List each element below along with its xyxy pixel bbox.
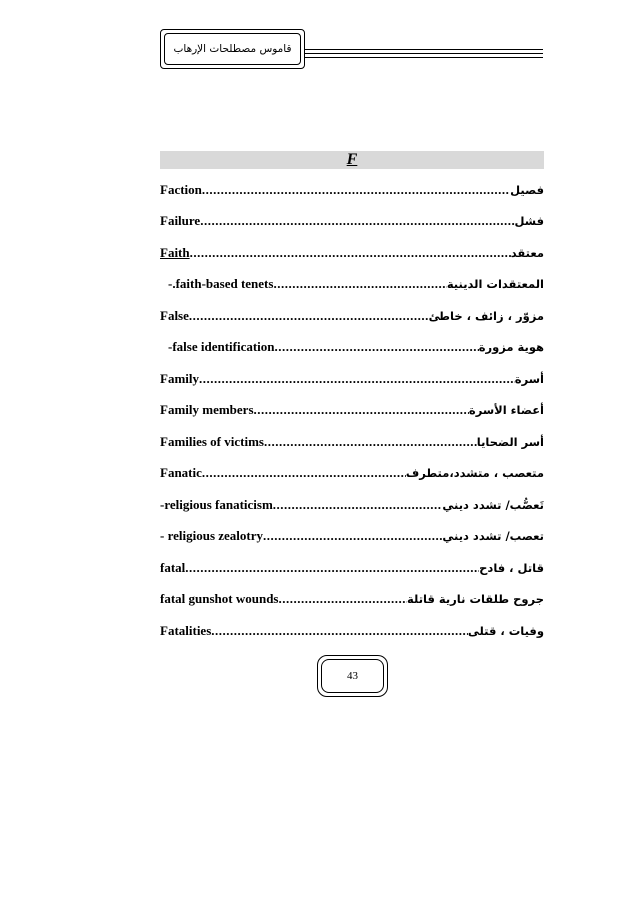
entry-term-en: -.faith-based tenets bbox=[168, 276, 274, 292]
entry-leader-dots bbox=[211, 623, 468, 639]
entry-leader-dots bbox=[263, 528, 442, 544]
entry-term-en: fatal gunshot wounds bbox=[160, 591, 279, 607]
page-number-box bbox=[317, 655, 388, 697]
entry-term-ar: جروح طلقات نارية قاتلة bbox=[407, 592, 544, 607]
header-rule bbox=[305, 49, 543, 50]
entry-leader-dots bbox=[264, 434, 477, 450]
header-rule bbox=[305, 53, 543, 54]
entry-leader-dots bbox=[189, 308, 429, 324]
glossary-entry bbox=[160, 521, 544, 553]
entry-term-ar: هوية مزورة bbox=[478, 340, 544, 355]
entry-leader-dots bbox=[200, 213, 514, 229]
entry-term-en: -false identification bbox=[168, 339, 275, 355]
entry-leader-dots bbox=[275, 339, 479, 355]
entry-leader-dots bbox=[279, 591, 408, 607]
entry-term-en: Faith bbox=[160, 244, 190, 260]
glossary-entry bbox=[160, 269, 544, 301]
entry-term-ar: فصيل bbox=[510, 182, 544, 197]
glossary-entry bbox=[160, 489, 544, 521]
entry-term-ar: مزوّر ، زائف ، خاطئ bbox=[428, 308, 544, 323]
glossary-entry bbox=[160, 552, 544, 584]
entry-leader-dots bbox=[185, 560, 479, 576]
glossary-entry bbox=[160, 300, 544, 332]
entry-term-ar: أعضاء الأسرة bbox=[468, 403, 544, 418]
entry-term-ar: أسر الضحايا bbox=[476, 434, 544, 449]
entry-term-en: Family members bbox=[160, 402, 254, 418]
header-title-box bbox=[160, 29, 305, 69]
entry-term-en: Failure bbox=[160, 213, 201, 229]
glossary-entry bbox=[160, 395, 544, 427]
header-rule bbox=[305, 57, 543, 58]
entry-leader-dots bbox=[273, 276, 446, 292]
entry-term-en: Family bbox=[160, 370, 199, 386]
entry-leader-dots bbox=[202, 465, 406, 481]
entry-term-ar: فشل bbox=[514, 214, 544, 229]
entry-term-ar: تعصب/ تشدد ديني bbox=[442, 529, 544, 544]
header-title: قاموس مصطلحات الإرهاب bbox=[164, 33, 301, 65]
glossary-entry bbox=[160, 206, 544, 238]
entry-leader-dots bbox=[199, 371, 515, 387]
glossary-entry bbox=[160, 426, 544, 458]
glossary-entry bbox=[160, 584, 544, 616]
entry-term-en: fatal bbox=[160, 559, 186, 575]
entry-term-ar: متعصب ، متشدد،متطرف bbox=[405, 466, 544, 481]
entry-term-en: - religious zealotry bbox=[160, 528, 264, 544]
entry-leader-dots bbox=[254, 402, 469, 418]
entry-term-en: Families of victims bbox=[160, 433, 264, 449]
glossary-entry bbox=[160, 237, 544, 269]
glossary-entry bbox=[160, 332, 544, 364]
glossary-entry bbox=[160, 363, 544, 395]
glossary-entry bbox=[160, 458, 544, 490]
entry-term-en: Fanatic bbox=[160, 465, 202, 481]
entry-term-en: Faction bbox=[160, 181, 202, 197]
entry-term-ar: معتقد bbox=[510, 245, 544, 260]
entry-term-en: False bbox=[160, 307, 189, 323]
glossary-entry bbox=[160, 615, 544, 647]
entry-term-ar: تَعصُّب/ تشدد ديني bbox=[442, 497, 544, 512]
entry-term-ar: وفيات ، قتلى bbox=[467, 623, 544, 638]
entry-term-ar: أسرة bbox=[514, 371, 544, 386]
entry-leader-dots bbox=[202, 182, 510, 198]
entry-leader-dots bbox=[190, 245, 511, 261]
section-letter: F bbox=[346, 151, 358, 168]
section-header-bar bbox=[160, 151, 544, 169]
page-number: 43 bbox=[321, 659, 384, 693]
glossary-entry bbox=[160, 174, 544, 206]
entry-term-ar: المعتقدات الدينية bbox=[446, 277, 544, 292]
entry-term-en: Fatalities bbox=[160, 622, 212, 638]
entry-leader-dots bbox=[273, 497, 443, 513]
entry-term-en: -religious fanaticism bbox=[160, 496, 273, 512]
entry-term-ar: قاتل ، فادح bbox=[479, 560, 544, 575]
glossary-entries bbox=[160, 174, 544, 647]
